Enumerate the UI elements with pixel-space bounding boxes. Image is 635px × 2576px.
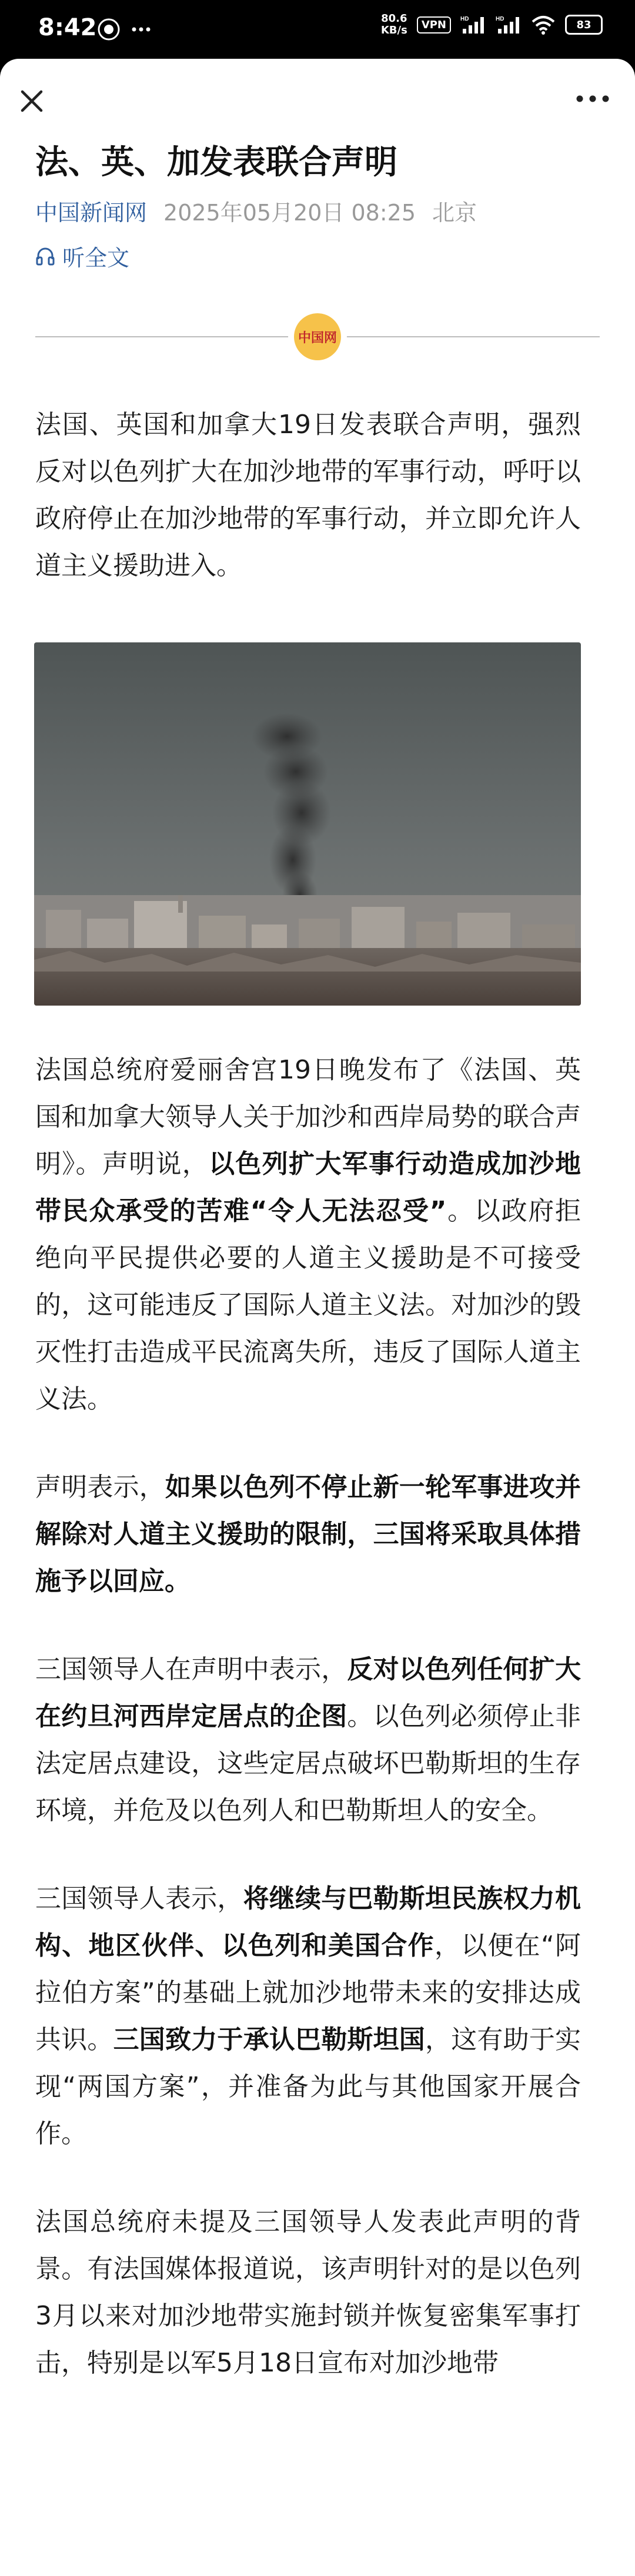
close-icon[interactable] [16,86,47,116]
top-bar [0,59,635,140]
network-speed-value: 80.6 [381,12,407,25]
text-segment: 三国领导人表示， [35,1884,243,1914]
paragraph-6 [35,2199,581,2387]
paragraph-5 [35,1875,581,2158]
bold-segment: 如果以色列不停止新一轮军事进攻并解除对人道主义援助的限制，三国将采取具体措施予以回应。 [35,1472,581,1596]
article-source[interactable]: 中国新闻网 [35,200,148,226]
more-notifications-icon [129,18,153,41]
paragraph-2 [35,1047,581,1423]
wifi-icon [531,15,556,35]
smoke-over-ruins-image [34,642,581,1006]
paragraph-3 [35,1464,581,1605]
signal-strength-icon [460,15,486,35]
vpn-badge: VPN [417,16,451,34]
text-segment: 。以政府拒绝向平民提供必要的人道主义援助是不可接受的，这可能违反了国际人道主义法。对加沙的毁灭性打击造成平民流离失所，违反了国际人道主义法。 [35,1196,581,1414]
more-icon[interactable] [575,92,610,106]
article-meta [35,196,581,229]
paragraph-4 [35,1646,581,1834]
text-segment: 法国总统府爱丽舍宫19日晚发布了《法国、英国和加拿大领导人关于加沙和西岸局势的联合声明》。声明说， [35,1055,581,1179]
svg-text:HD: HD [496,16,504,22]
paragraph-1 [35,401,581,589]
article-photo[interactable] [34,642,581,1006]
article-location: 北京 [432,200,477,226]
bold-segment: 反对以色列任何扩大在约旦河西岸定居点的企图 [35,1654,581,1731]
bold-segment: 三国致力于承认巴勒斯坦国 [113,2025,426,2055]
status-indicators [381,13,603,36]
app-notification-icon [97,18,121,41]
article-datetime: 2025年05月20日 08:25 [163,200,416,226]
article-body [0,140,635,2387]
text-segment: 声明表示， [35,1472,165,1502]
text-segment: 。以色列必须停止非法定居点建设，这些定居点破坏巴勒斯坦的生存环境，并危及以色列人和巴勒斯坦人的安全。 [35,1701,581,1825]
bold-segment: 将继续与巴勒斯坦民族权力机构、地区伙伴、以色列和美国合作 [35,1884,581,1961]
article-title: 法、英、加发表联合声明 [35,143,397,182]
text-segment: 三国领导人在声明中表示， [35,1654,347,1684]
listen-label: 听全文 [62,245,130,271]
battery-indicator: 83 [565,15,603,35]
text-segment: 法国总统府未提及三国领导人发表此声明的背景。有法国媒体报道说，该声明针对的是以色列3月以来对加沙地带实施封锁并恢复密集军事打击，特别是以军5月18日宣布对加沙地带 [35,2207,581,2378]
article-page [0,59,635,2576]
text-segment: 法国、英国和加拿大19日发表联合声明，强烈反对以色列扩大在加沙地带的军事行动，呼吁以政府停止在加沙地带的军事行动，并立即允许人道主义援助进入。 [35,410,581,581]
headphones-icon [35,246,55,266]
text-segment: ，以便在“阿拉伯方案”的基础上就加沙地带未来的安排达成共识。 [35,1931,581,2055]
network-speed [381,13,407,36]
text-segment: ，这有助于实现“两国方案”，并准备为此与其他国家开展合作。 [35,2025,581,2149]
bold-segment: 以色列扩大军事行动造成加沙地带民众承受的苦难“令人无法忍受” [35,1149,581,1226]
listen-button[interactable] [35,240,581,272]
svg-text:HD: HD [460,16,469,22]
status-bar [0,0,635,59]
signal-strength-2-icon [496,15,522,35]
chinanews-logo: 中国网 [294,313,341,360]
article-divider [35,313,581,360]
network-speed-unit: KB/s [380,24,407,36]
status-time: 8:42 [38,14,97,41]
